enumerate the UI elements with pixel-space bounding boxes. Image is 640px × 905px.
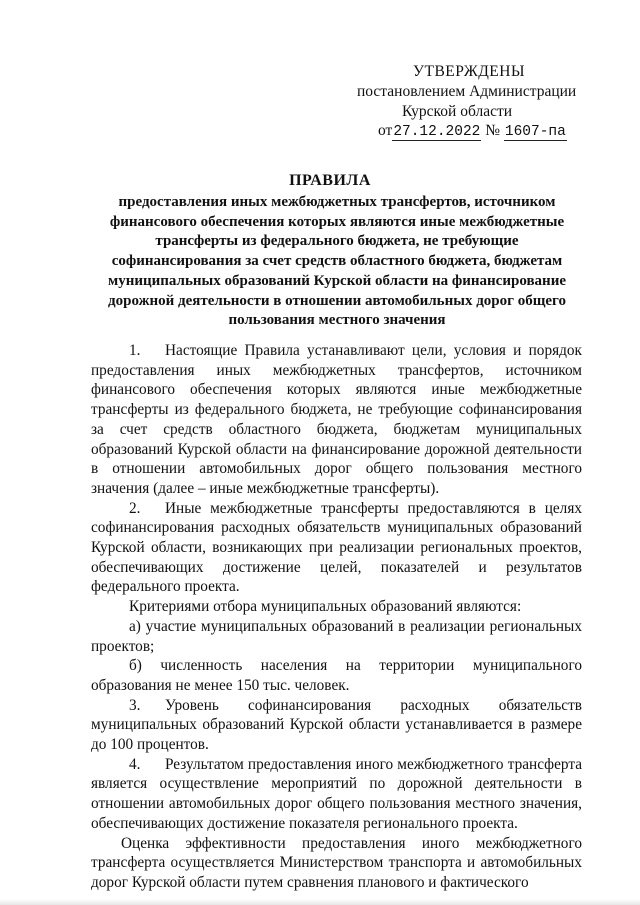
paragraph-number: 4. xyxy=(129,755,141,773)
scan-edge-shadow xyxy=(0,899,640,905)
approval-heading: УТВЕРЖДЕНЫ xyxy=(413,63,525,80)
paragraph-2 xyxy=(91,499,582,598)
assessment-paragraph: Оценка эффективности предоставления иного межбюджетного трансферта осуществляется Министерством транспорта и автомобильных дорог Курской области путем сравнения планового и фактического xyxy=(91,834,582,891)
paragraph-text: Результатом предоставления иного межбюджетного трансферта является осуществление мероприятий по дорожной деятельности в отношении автомобильных дорог общего пользования местного значения, обеспечивающих достижение показателя регионального проекта. xyxy=(91,755,582,832)
paragraph-4 xyxy=(91,755,582,834)
document-subtitle: предоставления иных межбюджетных трансфертов, источником финансового обеспечения которых являются иные межбюджетные трансферты из федерального бюджета, не требующие софинансирования за счет средств областного бюджета, бюджетам муниципальных образований Курской области на финансирование дорожной деятельности в отношении автомобильных дорог общего пользования местного значения xyxy=(107,194,566,329)
approval-from-label: от xyxy=(378,122,393,139)
paragraph-3 xyxy=(91,696,582,755)
paragraph-1 xyxy=(91,341,582,499)
criteria-item-a: а) участие муниципальных образований в реализации региональных проектов; xyxy=(91,617,582,655)
approval-date-number xyxy=(378,121,567,142)
criteria-item-b: б) численность населения на территории муниципального образования не менее 150 тыс. человек. xyxy=(91,657,582,694)
approval-issuer: постановлением Администрации xyxy=(357,83,577,100)
paragraph-text: Иные межбюджетные трансферты предоставляются в целях софинансирования расходных обязательств муниципальных образований Курской области, возникающих при реализации региональных проектов, обеспечивающих достижение целей, показателей и результатов федерального проекта. xyxy=(91,499,582,596)
approval-date: 27.12.2022 xyxy=(393,124,481,140)
paragraph-text: Уровень софинансирования расходных обязательств муниципальных образований Курской области устанавливается в размере до 100 процентов. xyxy=(91,696,582,754)
approval-region: Курской области xyxy=(402,103,513,120)
paragraph-number: 3. xyxy=(129,696,141,714)
paragraph-number: 1. xyxy=(129,342,141,359)
paragraph-text: Настоящие Правила устанавливают цели, условия и порядок предоставления иных межбюджетных трансфертов, источником финансового обеспечения которых являются иные межбюджетные трансферты из федерального бюджета, не требующие софинансирования за счет средств областного бюджета, бюджетам муниципальных образований Курской области на финансирование дорожной деятельности в отношении автомобильных дорог общего пользования местного значения (далее – иные межбюджетные трансферты). xyxy=(91,342,582,497)
document-body xyxy=(91,341,582,893)
criteria-intro: Критериями отбора муниципальных образований являются: xyxy=(129,598,522,616)
approval-number: 1607-па xyxy=(504,124,566,140)
document-title: ПРАВИЛА xyxy=(289,172,371,189)
paragraph-number: 2. xyxy=(129,499,141,517)
approval-number-sign: № xyxy=(485,122,501,139)
